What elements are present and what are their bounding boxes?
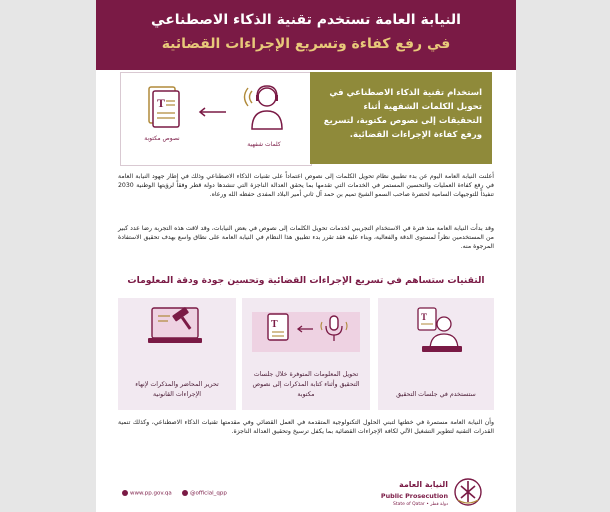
paragraph-trial: وقد بدأت النيابة العامة منذ فترة في الاستخدام التجريبي لخدمات تحويل الكلمات إلى نصوص في بعض النيابات، وقد لاقت هذه التجربة رضا عدد كبير من المستخدمين نظراً لمستوى الدقة والفعالية، وبناء عليه فقد تقرر بدء تطبيق هذا النظام في النيابة العامة على نطاق واسع بهدف تحقيق الاستفادة المرجوة منه. <box>118 225 494 251</box>
hero-text-box: استخدام تقنية الذكاء الاصطناعي في تحويل الكلمات الشفهية أثناء التحقيقات إلى نصوص مكتوبة، لتسريع ورفع كفاءة الإجراءات القضائية. <box>310 72 492 164</box>
hero-section <box>120 72 492 164</box>
hero-label-speech: كلمات شفهية <box>247 141 281 148</box>
website-link[interactable]: www.pp.gov.qa <box>130 490 172 497</box>
svg-text:T: T <box>421 312 428 322</box>
social-handle[interactable]: @official_qpp <box>190 490 227 497</box>
card-records-caption: تحرير المحاضر والمذكرات لإنهاء الإجراءات القانونية <box>135 381 219 398</box>
svg-text:T: T <box>271 319 278 330</box>
paragraph-conclusion: وأن النيابة العامة مستمرة في خطتها لتبني الحلول التكنولوجية المتقدمة في العمل القضائي وفي مقدمتها تقنيات الذكاء الاصطناعي، وكذلك تنمية القدرات التقنية لتطوير التشغيل الآلي لكافة الإجراءات القضائية بما يكفل ترسيخ وتحقيق العدالة الناجزة. <box>118 419 494 436</box>
section-title: التقنيات ستساهم في تسريع الإجراءات القضائية وتحسين جودة ودقة المعلومات <box>127 275 485 286</box>
hero-illustration <box>120 72 312 166</box>
person-document-icon <box>408 306 466 356</box>
microphone-icon <box>320 314 348 344</box>
laptop-gavel-icon <box>146 306 208 354</box>
hero-label-text: نصوص مكتوبة <box>144 135 180 142</box>
person-headset-icon <box>239 81 289 135</box>
header-banner <box>96 0 516 70</box>
footer-social[interactable] <box>182 490 227 497</box>
public-prosecution-emblem-icon <box>452 476 484 508</box>
logo-arabic-name: النيابة العامة <box>399 480 448 489</box>
infographic-page <box>96 0 516 512</box>
arrow-left-icon <box>197 107 227 117</box>
social-icon <box>182 490 188 496</box>
footer-website[interactable] <box>122 490 172 497</box>
logo-english-name: Public Prosecution <box>380 492 448 500</box>
document-text-icon <box>266 312 292 344</box>
card-transcription <box>242 298 370 410</box>
svg-text:T: T <box>157 96 166 110</box>
arrow-left-icon <box>296 325 314 333</box>
card-sessions <box>378 298 494 410</box>
footer <box>96 470 516 512</box>
globe-icon <box>122 490 128 496</box>
card-transcription-caption: تحويل المعلومات المتوفرة خلال جلسات التحقيق وأثناء كتابة المذكرات إلى نصوص مكتوبة <box>252 371 360 398</box>
card-records <box>118 298 236 410</box>
document-text-icon <box>145 85 181 129</box>
logo-state: State of Qatar • دولة قطر <box>392 502 448 507</box>
page-title-line2: في رفع كفاءة وتسريع الإجراءات القضائية <box>161 36 451 52</box>
card-sessions-caption: ستستخدم في جلسات التحقيق <box>396 391 476 398</box>
paragraph-announcement: أعلنت النيابة العامة اليوم عن بدء تطبيق نظام تحويل الكلمات إلى نصوص اعتماداً على تقنيات الذكاء الاصطناعي وذلك في إطار جهود النيابة العامة في رفع كفاءة العمليات والتحسين المستمر في الخدمات التي تقدمها بما يحقق العدالة الناجزة التي تنشدها دولة قطر وفقاً لرؤيتها الوطنية 2030 تنفيذاً للتوجيهات السامية لحضرة صاحب السمو الشيخ تميم بن حمد آل ثاني أمير البلاد المفدى حفظه الله ورعاه. <box>118 173 494 199</box>
page-title-line1: النيابة العامة تستخدم تقنية الذكاء الاصطناعي <box>151 12 461 28</box>
